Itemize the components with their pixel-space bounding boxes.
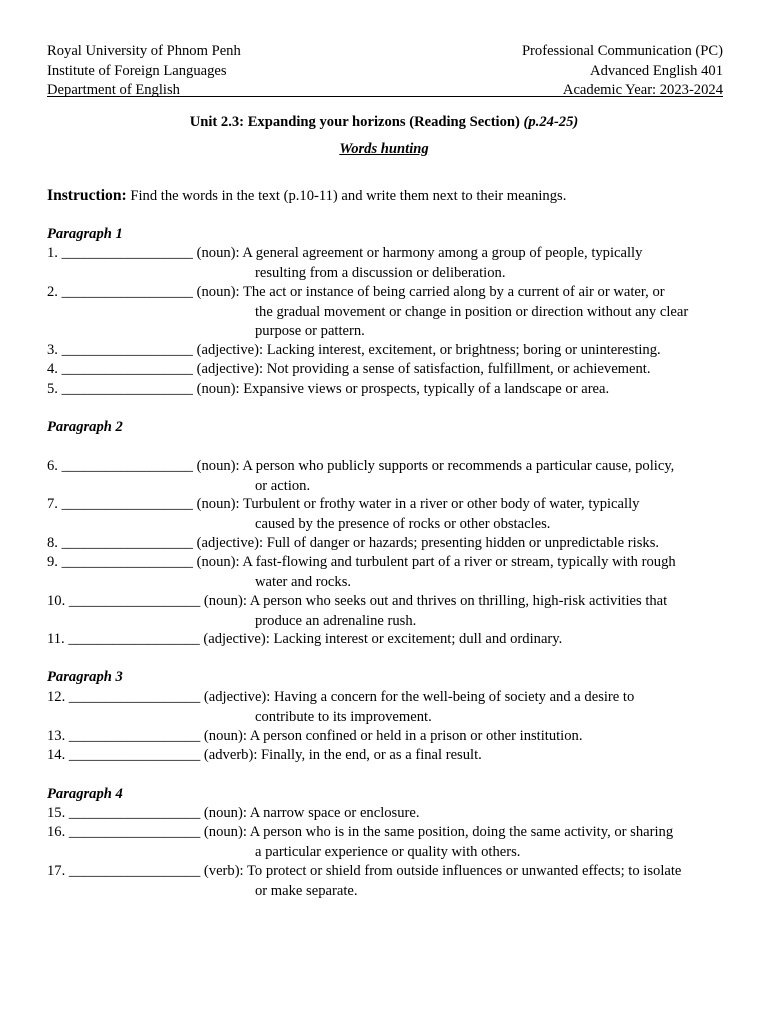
paragraph-4-heading: Paragraph 4: [47, 786, 123, 802]
unit-title: [0, 112, 768, 132]
part-of-speech: (adverb):: [203, 747, 258, 763]
definition-text: A person who seeks out and thrives on thrilling, high-risk activities that: [249, 593, 668, 609]
item-number: 7.: [47, 496, 58, 512]
vocab-item: [47, 534, 727, 554]
answer-blank[interactable]: __________________: [61, 554, 193, 570]
definition-continuation: or action.: [255, 477, 311, 494]
definition-text: Full of danger or hazards; presenting hidden or unpredictable risks.: [266, 535, 660, 551]
part-of-speech: (verb):: [203, 863, 244, 879]
header-right: [522, 42, 723, 101]
vocab-item: [47, 727, 727, 747]
vocab-item: [47, 244, 727, 283]
item-number: 15.: [47, 805, 66, 821]
answer-blank[interactable]: __________________: [68, 631, 200, 647]
answer-blank[interactable]: __________________: [61, 342, 193, 358]
answer-blank[interactable]: __________________: [68, 689, 201, 705]
vocab-item: [47, 341, 727, 361]
answer-blank[interactable]: __________________: [68, 805, 201, 821]
answer-blank[interactable]: __________________: [61, 496, 193, 512]
vocab-item: [47, 457, 727, 496]
university-name: Royal University of Phnom Penh: [47, 43, 241, 59]
part-of-speech: (noun):: [203, 805, 247, 821]
part-of-speech: (noun):: [203, 593, 247, 609]
definition-text: Lacking interest or excitement; dull and ordinary.: [273, 631, 563, 647]
part-of-speech: (noun):: [203, 728, 247, 744]
vocab-item: [47, 823, 727, 862]
answer-blank[interactable]: __________________: [68, 863, 201, 879]
answer-blank[interactable]: __________________: [61, 381, 193, 397]
department-name: Department of English: [47, 82, 180, 98]
vocab-item: [47, 804, 727, 824]
vocab-item: [47, 553, 727, 592]
item-number: 4.: [47, 361, 58, 377]
answer-blank[interactable]: __________________: [68, 824, 201, 840]
course-level: Advanced English 401: [590, 62, 723, 79]
definition-text: A general agreement or harmony among a group of people, typically: [242, 245, 643, 261]
definition-text: To protect or shield from outside influences or unwanted effects; to isolate: [247, 863, 682, 879]
vocab-item: [47, 380, 727, 400]
part-of-speech: (noun):: [196, 496, 240, 512]
definition-text: Finally, in the end, or as a final result.: [261, 747, 482, 763]
definition-text: A person who publicly supports or recommends a particular cause, policy,: [242, 458, 675, 474]
vocab-item: [47, 283, 727, 342]
vocab-item: [47, 495, 727, 534]
vocab-item: [47, 630, 727, 650]
definition-continuation: contribute to its improvement.: [255, 708, 432, 725]
item-number: 12.: [47, 689, 66, 705]
part-of-speech: (adjective):: [203, 631, 270, 647]
item-number: 17.: [47, 863, 66, 879]
definition-continuation: water and rocks.: [255, 573, 352, 590]
part-of-speech: (adjective):: [203, 689, 271, 705]
item-number: 10.: [47, 593, 66, 609]
course-name: Professional Communication (PC): [521, 43, 723, 59]
answer-blank[interactable]: __________________: [61, 535, 193, 551]
vocab-item: [47, 360, 727, 380]
definition-continuation: or make separate.: [255, 882, 358, 899]
academic-year: Academic Year: 2023-2024: [562, 82, 723, 98]
paragraph-1-heading: Paragraph 1: [47, 226, 123, 242]
part-of-speech: (noun):: [196, 458, 240, 474]
header-divider: [47, 96, 723, 97]
answer-blank[interactable]: __________________: [68, 747, 201, 763]
vocab-item: [47, 862, 727, 901]
part-of-speech: (noun):: [196, 381, 240, 397]
definition-text: A person confined or held in a prison or other institution.: [249, 728, 583, 744]
instruction-text: Find the words in the text (p.10-11) and write them next to their meanings.: [130, 188, 567, 204]
part-of-speech: (adjective):: [196, 342, 264, 358]
definition-continuation: a particular experience or quality with others.: [255, 843, 521, 860]
section-subtitle: Words hunting: [339, 141, 429, 157]
part-of-speech: (noun):: [196, 554, 240, 570]
definition-text: Turbulent or frothy water in a river or other body of water, typically: [242, 496, 640, 512]
definition-text: Expansive views or prospects, typically of a landscape or area.: [243, 381, 610, 397]
part-of-speech: (adjective):: [196, 535, 264, 551]
item-number: 9.: [47, 554, 58, 570]
vocab-item: [47, 746, 727, 766]
item-number: 2.: [47, 284, 58, 300]
unit-title-text: Unit 2.3: Expanding your horizons (Reading Section): [189, 114, 520, 130]
answer-blank[interactable]: __________________: [61, 245, 193, 261]
item-number: 8.: [47, 535, 58, 551]
definition-text: Not providing a sense of satisfaction, fulfillment, or achievement.: [266, 361, 651, 377]
instruction: [47, 186, 566, 206]
answer-blank[interactable]: __________________: [68, 728, 201, 744]
instruction-label: Instruction:: [47, 187, 127, 204]
paragraph-3-heading: Paragraph 3: [47, 669, 123, 685]
item-number: 14.: [47, 747, 66, 763]
header-left: [47, 42, 241, 101]
part-of-speech: (adjective):: [196, 361, 264, 377]
item-number: 13.: [47, 728, 66, 744]
definition-text: Lacking interest, excitement, or brightness; boring or uninteresting.: [266, 342, 661, 358]
answer-blank[interactable]: __________________: [61, 284, 193, 300]
definition-continuation: resulting from a discussion or deliberation.: [255, 264, 506, 281]
part-of-speech: (noun):: [203, 824, 247, 840]
definition-text: Having a concern for the well-being of society and a desire to: [274, 689, 635, 705]
item-number: 16.: [47, 824, 66, 840]
item-number: 11.: [47, 631, 65, 647]
definition-text: A person who is in the same position, doing the same activity, or sharing: [249, 824, 674, 840]
item-number: 3.: [47, 342, 58, 358]
item-number: 1.: [47, 245, 58, 261]
part-of-speech: (noun):: [196, 245, 240, 261]
unit-title-pages: (p.24-25): [523, 114, 579, 130]
definition-continuation: caused by the presence of rocks or other obstacles.: [255, 515, 551, 532]
answer-blank[interactable]: __________________: [61, 361, 193, 377]
answer-blank[interactable]: __________________: [68, 593, 201, 609]
answer-blank[interactable]: __________________: [61, 458, 193, 474]
institute-name: Institute of Foreign Languages: [47, 62, 227, 79]
definition-text: A fast-flowing and turbulent part of a river or stream, typically with rough: [242, 554, 676, 570]
vocab-item: [47, 688, 727, 727]
part-of-speech: (noun):: [196, 284, 240, 300]
definition-continuation: the gradual movement or change in position or direction without any clear purpose or pattern.: [255, 303, 689, 339]
item-number: 5.: [47, 381, 58, 397]
item-number: 6.: [47, 458, 58, 474]
vocab-item: [47, 592, 727, 631]
definition-continuation: produce an adrenaline rush.: [255, 612, 417, 629]
definition-text: The act or instance of being carried along by a current of air or water, or: [242, 284, 665, 300]
definition-text: A narrow space or enclosure.: [249, 805, 420, 821]
paragraph-2-heading: Paragraph 2: [47, 419, 123, 435]
